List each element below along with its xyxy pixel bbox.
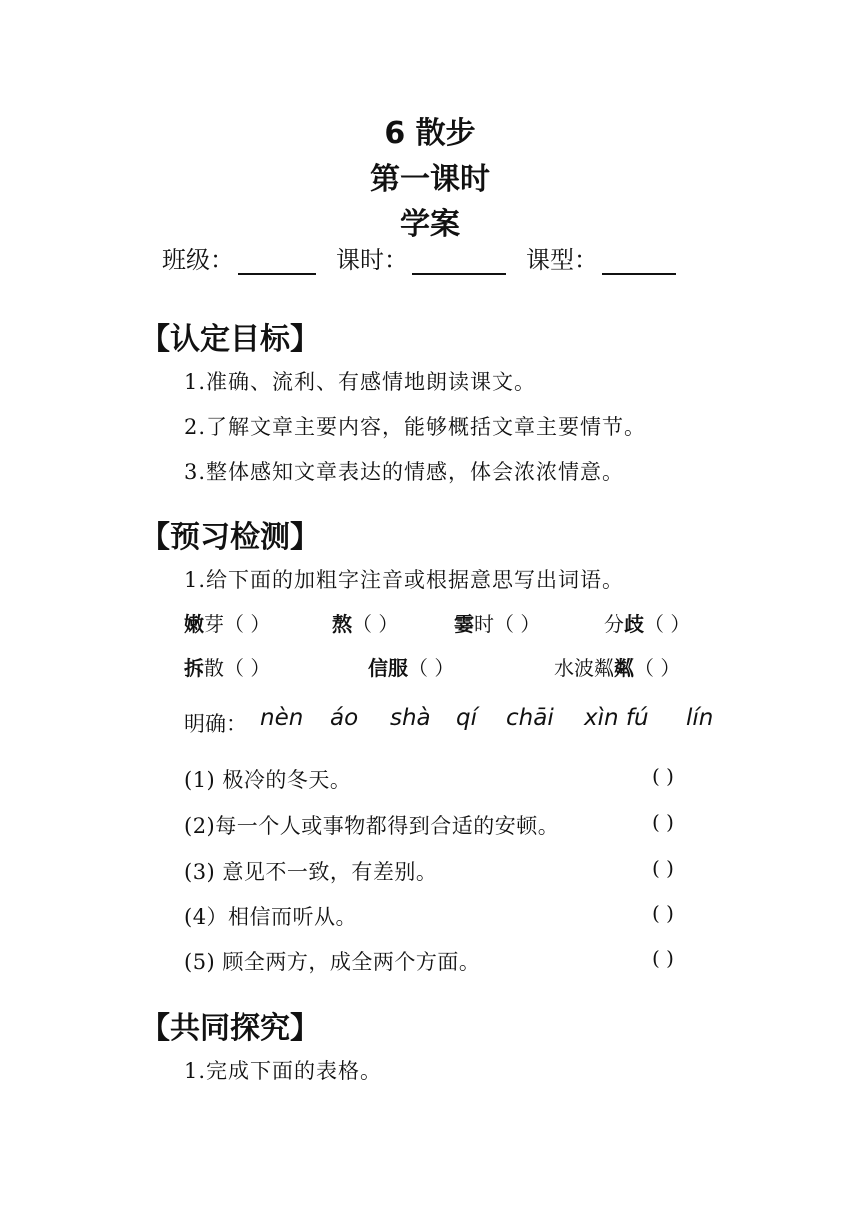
answer-paren-3[interactable]: ( )	[652, 856, 674, 880]
info-fields-row	[162, 240, 696, 275]
pinyin-sha: shà	[390, 705, 431, 731]
doc-type-title: 学案	[400, 207, 460, 242]
class-label: 班级：	[162, 246, 234, 274]
lesson-title: 6 散步	[384, 116, 476, 151]
task-1-text: 1.完成下面的表格。	[184, 1059, 383, 1083]
section-heading-explore: 【共同探究】	[140, 1011, 320, 1046]
bold-char: 粼	[614, 656, 634, 680]
word-rest: 芽（ ）	[204, 612, 271, 636]
answer-paren-4[interactable]: ( )	[652, 901, 674, 925]
word-rest: （ ）	[408, 656, 455, 680]
bold-char: 熬	[332, 612, 352, 636]
pinyin-xinfu: xìn fú	[584, 705, 649, 731]
pinyin-nen: nèn	[260, 705, 304, 731]
bold-char: 霎	[454, 612, 474, 636]
pinyin-lin: lín	[686, 705, 714, 731]
period-title: 第一课时	[370, 162, 490, 197]
word-prefix: 水波粼	[554, 656, 614, 680]
word-rest: 时（ ）	[474, 612, 541, 636]
bold-char: 信服	[368, 656, 408, 680]
question-1-text: 1.给下面的加粗字注音或根据意思写出词语。	[184, 568, 625, 592]
type-blank-field[interactable]	[602, 245, 676, 275]
goal-item-1: 1.准确、流利、有感情地朗读课文。	[184, 370, 537, 394]
bold-char: 嫩	[184, 612, 204, 636]
section-heading-goals: 【认定目标】	[140, 322, 320, 357]
definition-item-2: (2)每一个人或事物都得到合适的安顿。	[184, 814, 560, 838]
period-blank-field[interactable]	[412, 245, 506, 275]
word-item	[184, 608, 270, 637]
definition-item-4: (4）相信而听从。	[184, 905, 358, 929]
definition-item-3: (3) 意见不一致，有差别。	[184, 860, 438, 884]
pinyin-qi: qí	[456, 705, 477, 731]
pinyin-ao: áo	[330, 705, 359, 731]
word-item	[454, 608, 540, 637]
goal-item-3: 3.整体感知文章表达的情感，体会浓浓情意。	[184, 460, 625, 484]
word-item	[604, 608, 690, 637]
class-blank-field[interactable]	[238, 245, 316, 275]
word-rest: （ ）	[634, 656, 681, 680]
word-item	[554, 652, 680, 681]
word-item	[332, 608, 398, 637]
answer-paren-1[interactable]: ( )	[652, 764, 674, 788]
word-prefix: 分	[604, 612, 624, 636]
definition-item-5: (5) 顾全两方，成全两个方面。	[184, 950, 481, 974]
word-item	[184, 652, 270, 681]
bold-char: 拆	[184, 656, 204, 680]
answer-label: 明确：	[184, 712, 247, 736]
word-rest: （ ）	[352, 612, 399, 636]
word-rest: （ ）	[644, 612, 691, 636]
word-item	[368, 652, 454, 681]
period-label: 课时：	[336, 246, 408, 274]
bold-char: 歧	[624, 612, 644, 636]
definition-item-1: (1) 极冷的冬天。	[184, 768, 352, 792]
type-label: 课型：	[526, 246, 598, 274]
answer-paren-2[interactable]: ( )	[652, 810, 674, 834]
word-rest: 散（ ）	[204, 656, 271, 680]
answer-paren-5[interactable]: ( )	[652, 946, 674, 970]
pinyin-chai: chāi	[506, 705, 554, 731]
goal-item-2: 2.了解文章主要内容，能够概括文章主要情节。	[184, 415, 647, 439]
section-heading-preview: 【预习检测】	[140, 520, 320, 555]
